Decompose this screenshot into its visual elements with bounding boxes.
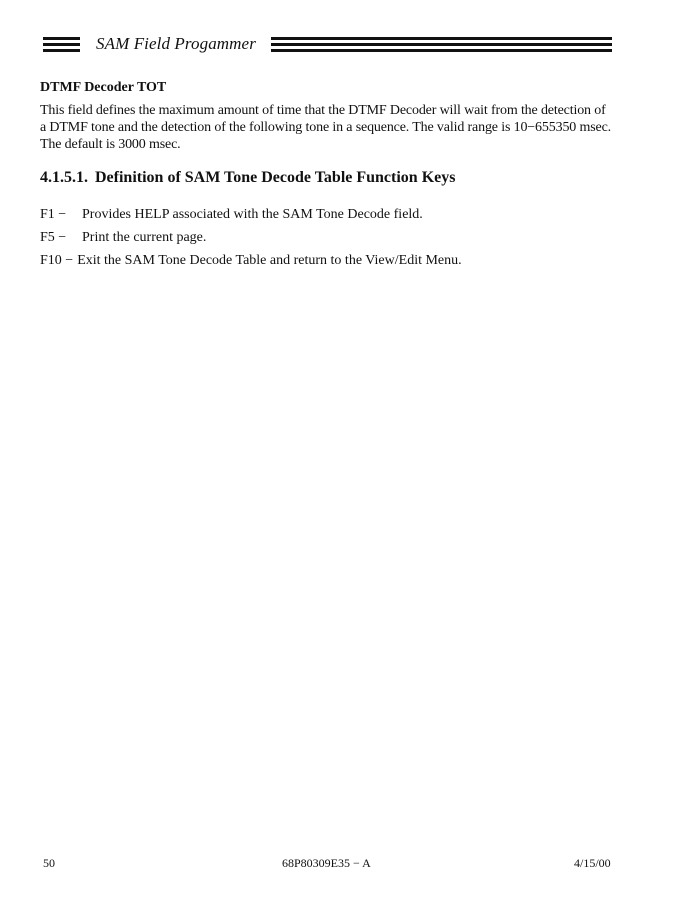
- section-number: 4.1.5.1.: [40, 169, 88, 186]
- field-heading: DTMF Decoder TOT: [40, 80, 167, 95]
- page-number: 50: [43, 856, 55, 870]
- document-date: 4/15/00: [574, 856, 611, 870]
- header-rule-right: [271, 37, 612, 55]
- field-description: This field defines the maximum amount of time that the DTMF Decoder will wait from the detection of a DTMF tone and the detection of the following tone in a sequence. The valid range is 10−655350 msec. The default is 3000 msec.: [40, 103, 612, 152]
- list-item: [40, 252, 462, 275]
- function-key-label: F10 −: [40, 253, 74, 268]
- function-key-label: F5 −: [40, 230, 67, 245]
- header-rule-left: [43, 37, 80, 55]
- section-title: Definition of SAM Tone Decode Table Function Keys: [95, 169, 456, 186]
- running-title: SAM Field Progammer: [96, 34, 256, 53]
- list-item: [40, 229, 462, 252]
- function-key-list: [40, 206, 462, 275]
- function-key-label: F1 −: [40, 207, 67, 222]
- function-key-description: Print the current page.: [82, 230, 207, 245]
- function-key-description: Exit the SAM Tone Decode Table and return to the View/Edit Menu.: [77, 253, 462, 268]
- list-item: [40, 206, 462, 229]
- function-key-description: Provides HELP associated with the SAM Tone Decode field.: [82, 207, 423, 222]
- document-id: 68P80309E35 − A: [282, 856, 371, 870]
- section-heading: [40, 169, 455, 187]
